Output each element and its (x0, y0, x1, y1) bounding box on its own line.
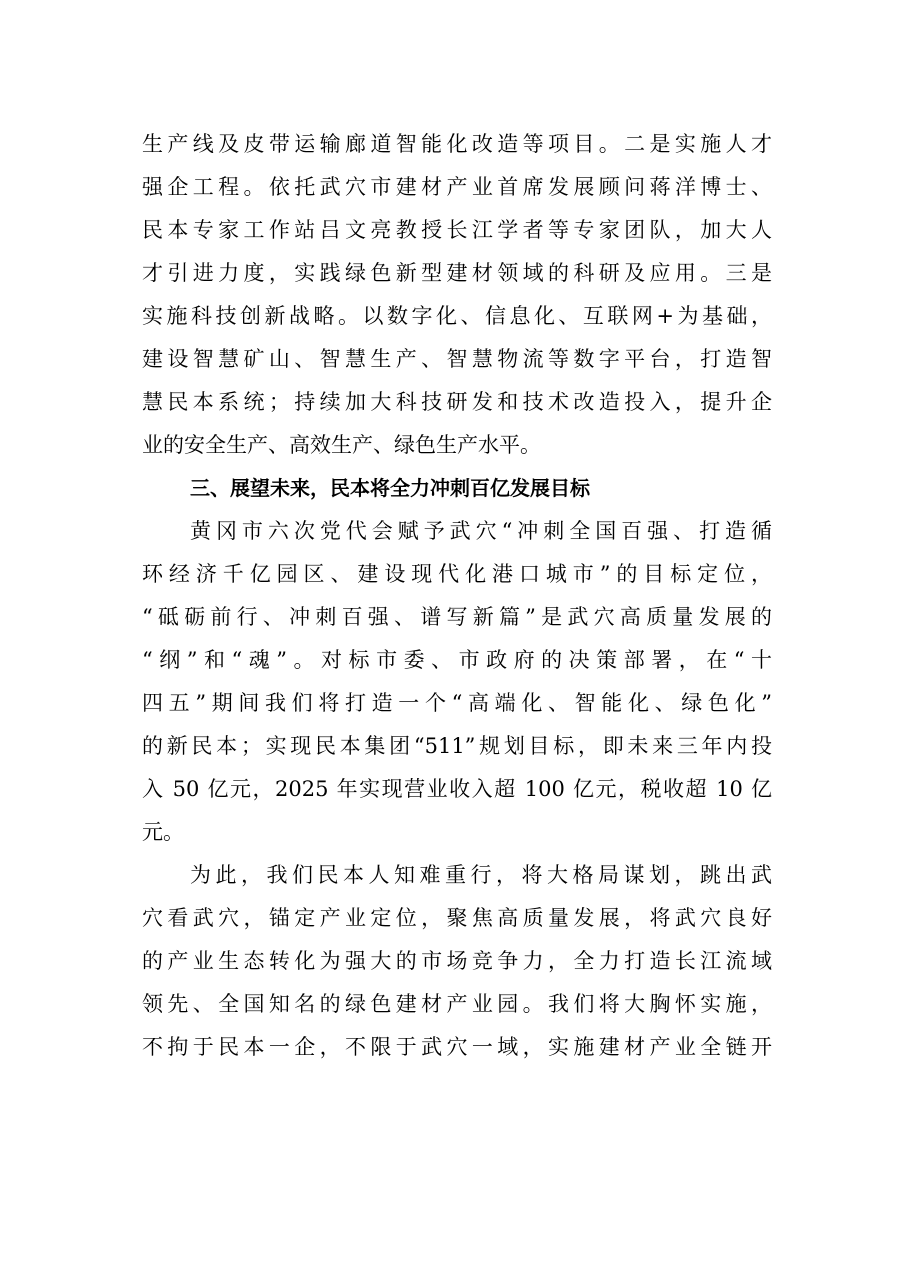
text-line: 入 50 亿元，2025 年实现营业收入超 100 亿元，税收超 10 亿 (142, 777, 772, 801)
text-line: 不拘于民本一企，不限于武穴一域，实施建材产业全链开 (142, 1035, 772, 1059)
section-heading: 三、展望未来，民本将全力冲刺百亿发展目标 (190, 476, 590, 500)
text-line: 生产线及皮带运输廊道智能化改造等项目。二是实施人才 (142, 132, 772, 156)
text-line: 黄冈市六次党代会赋予武穴“冲刺全国百强、打造循 (190, 519, 772, 543)
text-line: “砥砺前行、冲刺百强、谱写新篇”是武穴高质量发展的 (142, 605, 772, 629)
text-line: 为此，我们民本人知难重行，将大格局谋划，跳出武 (190, 863, 772, 887)
text-line: 四五”期间我们将打造一个“高端化、智能化、绿色化” (142, 691, 772, 715)
text-line: 实施科技创新战略。以数字化、信息化、互联网+为基础， (142, 304, 772, 328)
text-line: “纲”和“魂”。对标市委、市政府的决策部署，在“十 (142, 648, 772, 672)
text-line: 的新民本；实现民本集团“511”规划目标，即未来三年内投 (142, 734, 772, 758)
text-line: 环经济千亿园区、建设现代化港口城市”的目标定位， (142, 562, 772, 586)
text-line: 业的安全生产、高效生产、绿色生产水平。 (142, 433, 541, 457)
text-line: 才引进力度，实践绿色新型建材领域的科研及应用。三是 (142, 261, 772, 285)
document-body (142, 123, 772, 1069)
text-line: 民本专家工作站吕文亮教授长江学者等专家团队，加大人 (142, 218, 772, 242)
paragraph-outlook (142, 510, 772, 854)
text-line: 元。 (142, 820, 184, 844)
text-line: 穴看武穴，锚定产业定位，聚焦高质量发展，将武穴良好 (142, 906, 772, 930)
paragraph-plan (142, 854, 772, 1069)
text-line: 的产业生态转化为强大的市场竞争力，全力打造长江流域 (142, 949, 772, 973)
text-line: 建设智慧矿山、智慧生产、智慧物流等数字平台，打造智 (142, 347, 772, 371)
text-line: 慧民本系统；持续加大科技研发和技术改造投入，提升企 (142, 390, 772, 414)
text-line: 领先、全国知名的绿色建材产业园。我们将大胸怀实施， (142, 992, 772, 1016)
paragraph-continued (142, 123, 772, 467)
text-line: 强企工程。依托武穴市建材产业首席发展顾问蒋洋博士、 (142, 175, 772, 199)
